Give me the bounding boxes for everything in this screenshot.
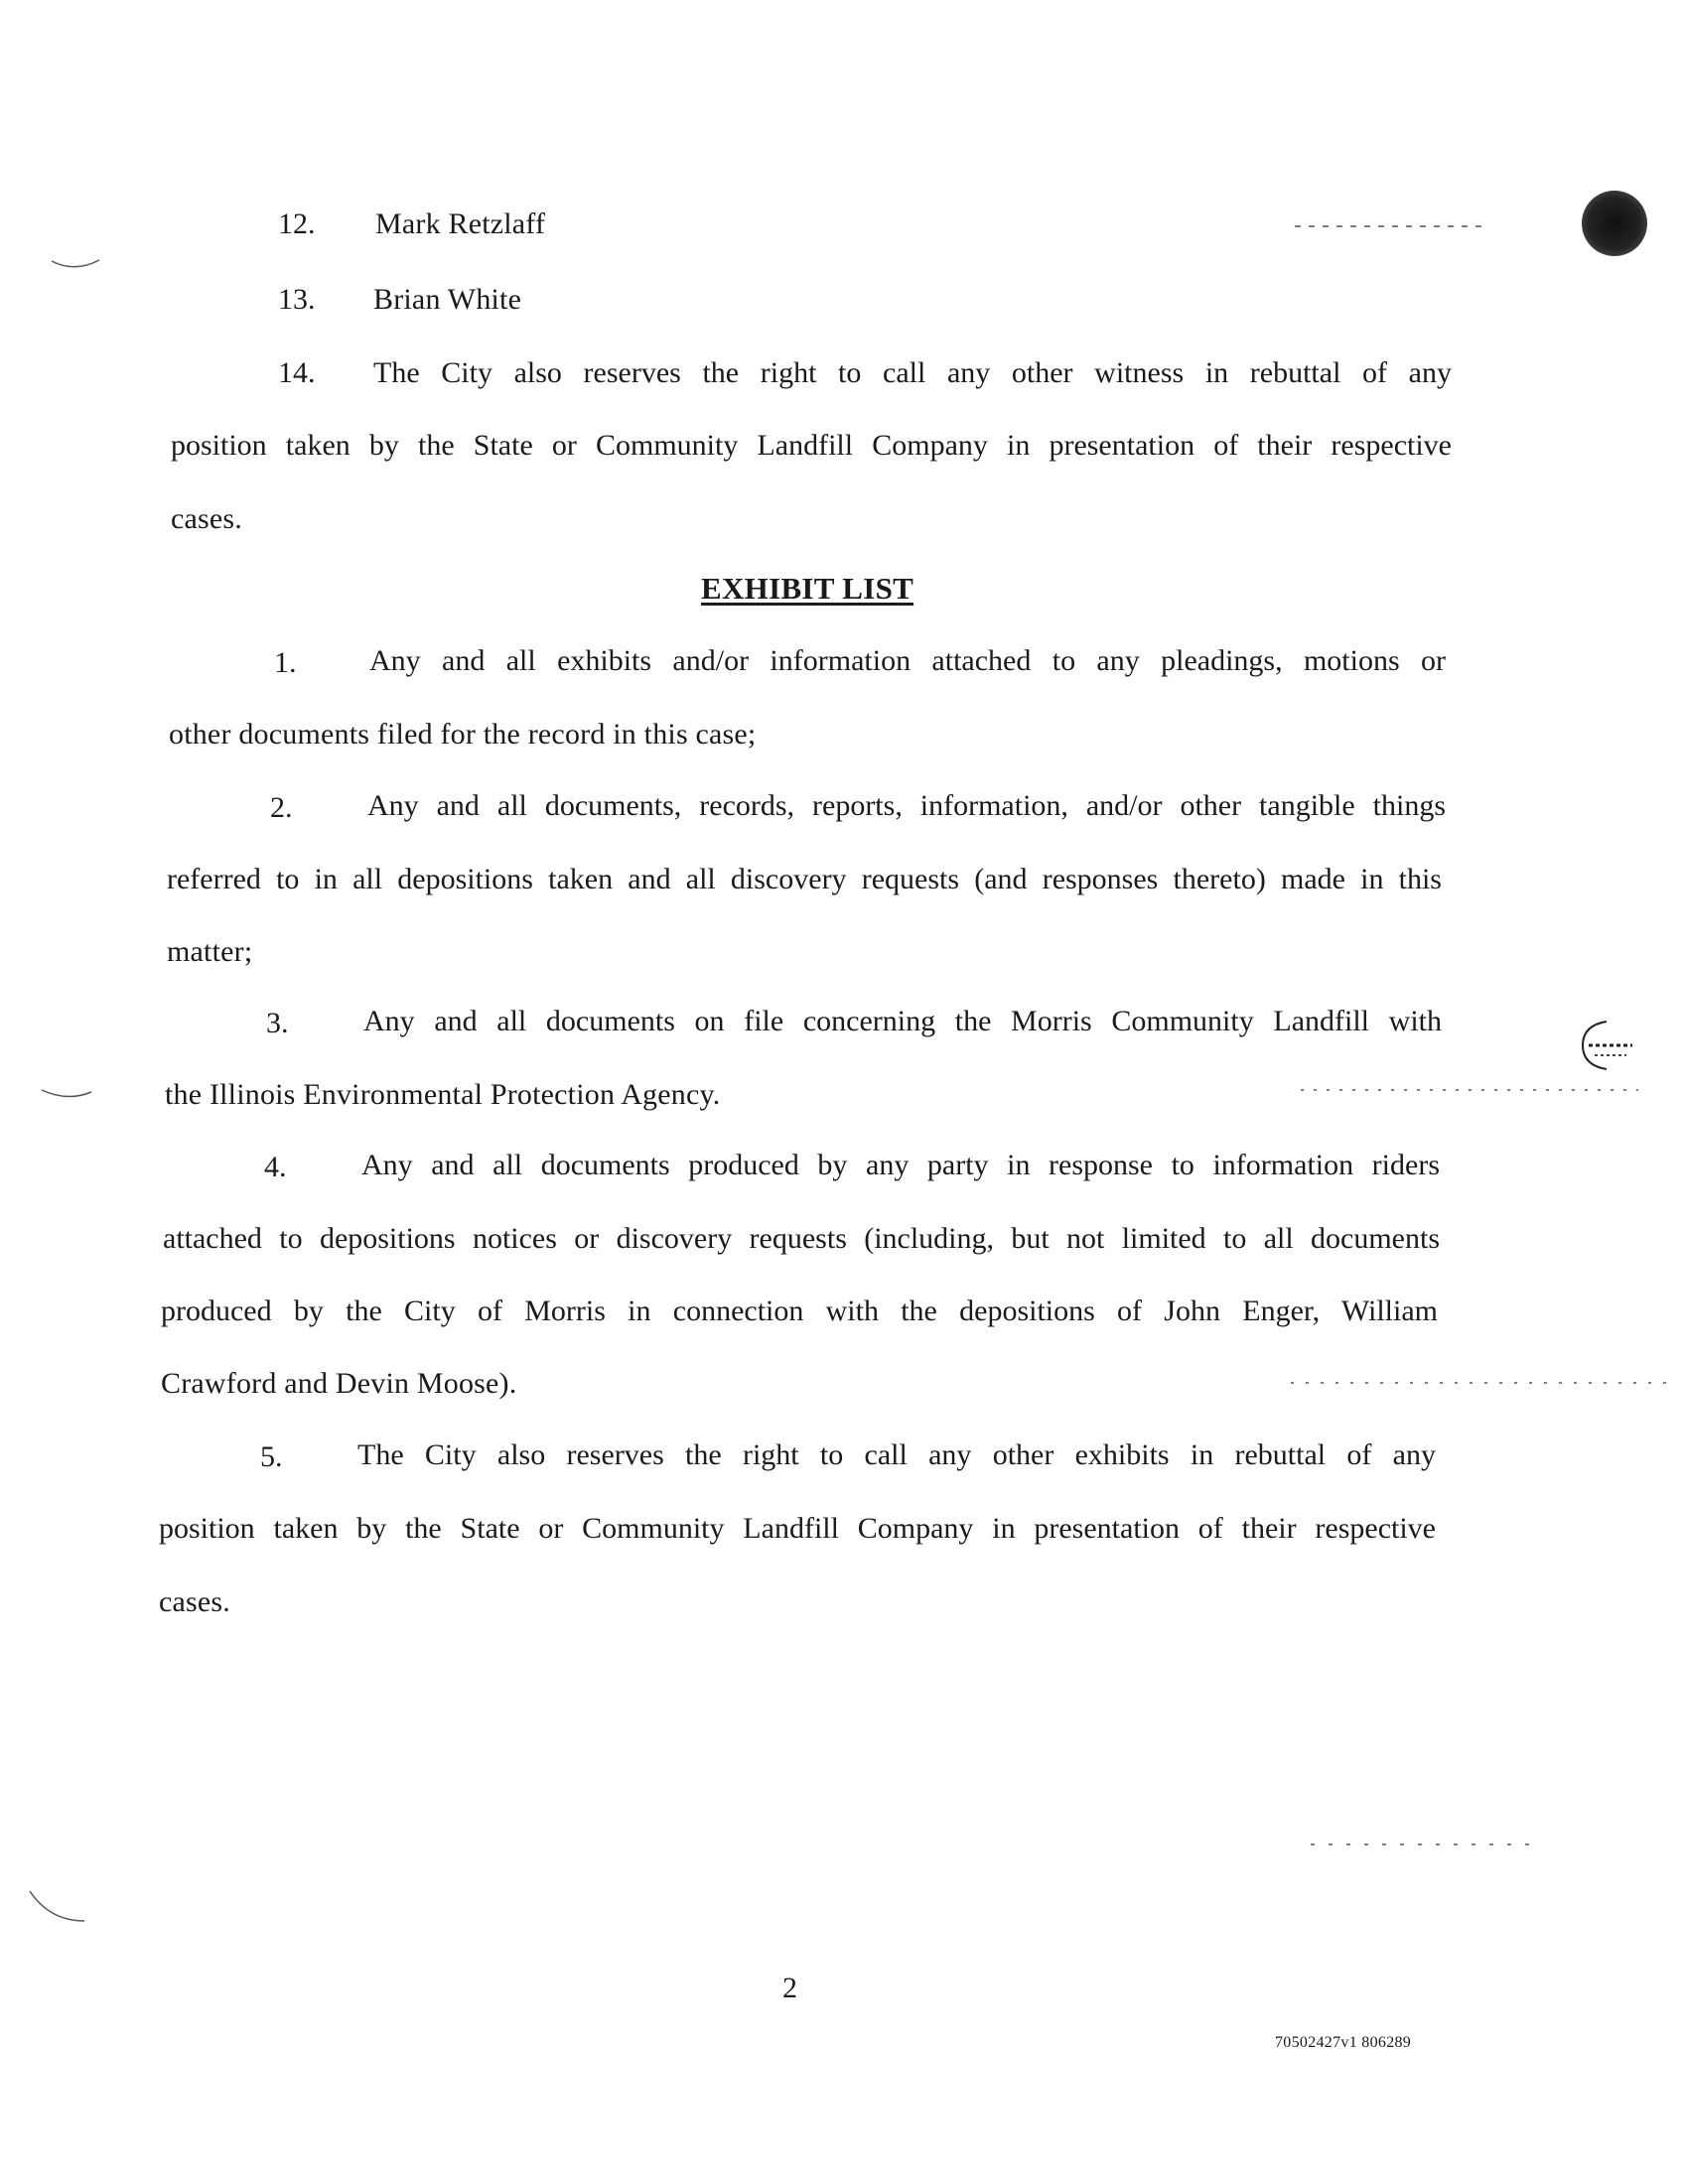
witness-name: Brian White [373, 283, 522, 316]
exhibit-number: 3. [266, 1007, 289, 1039]
exhibit-text-line: other documents filed for the record in this case; [169, 718, 757, 751]
exhibit-text-line: produced by the City of Morris in connection with the depositions of John Enger, William [161, 1295, 1438, 1327]
binder-clip-mark [1577, 1018, 1638, 1073]
exhibit-text-line: Any and all documents on file concerning the Morris Community Landfill with [363, 1005, 1442, 1037]
exhibit-text-line: matter; [167, 935, 253, 968]
exhibit-number: 2. [270, 791, 293, 824]
exhibit-number: 1. [274, 646, 297, 679]
exhibit-text-line: referred to in all depositions taken and all discovery requests (and responses thereto) made in this [167, 863, 1442, 895]
exhibit-text-line: Any and all exhibits and/or information attached to any pleadings, motions or [369, 644, 1446, 677]
exhibit-text-line: Any and all documents, records, reports, information, and/or other tangible things [367, 789, 1446, 822]
exhibit-text-line: Crawford and Devin Moose). [161, 1367, 517, 1400]
witness-text-line: cases. [171, 502, 242, 535]
exhibit-number: 4. [264, 1151, 287, 1183]
exhibit-text-line: cases. [159, 1585, 230, 1618]
exhibit-text-line: the Illinois Environmental Protection Agency. [165, 1078, 721, 1111]
exhibit-number: 5. [260, 1440, 283, 1473]
witness-number: 13. [278, 283, 316, 316]
witness-number: 14. [278, 356, 316, 389]
exhibit-text-line: position taken by the State or Community Landfill Company in presentation of their respective [159, 1512, 1436, 1545]
document-id: 70502427v1 806289 [1275, 2034, 1412, 2051]
page-number: 2 [782, 1972, 797, 2004]
witness-number: 12. [278, 207, 316, 240]
exhibit-text-line: Any and all documents produced by any party in response to information riders [361, 1149, 1440, 1181]
exhibit-list-heading: EXHIBIT LIST [701, 571, 914, 606]
witness-text-line: The City also reserves the right to call any other witness in rebuttal of any [373, 356, 1452, 389]
exhibit-text-line: attached to depositions notices or discovery requests (including, but not limited to all documents [163, 1222, 1440, 1255]
hole-punch-mark [1582, 191, 1647, 256]
witness-text-line: position taken by the State or Community Landfill Company in presentation of their respective [171, 429, 1452, 462]
exhibit-text-line: The City also reserves the right to call any other exhibits in rebuttal of any [357, 1438, 1436, 1471]
witness-name: Mark Retzlaff [375, 207, 546, 240]
